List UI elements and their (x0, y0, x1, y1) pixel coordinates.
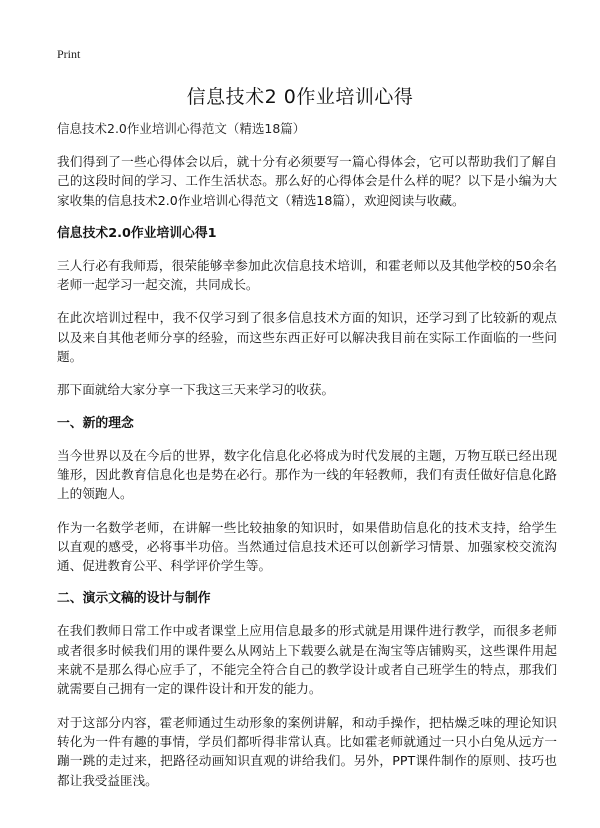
document-subtitle: 信息技术2.0作业培训心得范文（精选18篇） (57, 121, 306, 136)
body-paragraph: 作为一名数学老师，在讲解一些比较抽象的知识时，如果借助信息化的技术支持，给学生以直观的感受，必将事半功倍。当然通过信息技术还可以创新学习情景、加强家校交流沟通、促进教育公平、科学评价学生等。 (57, 519, 557, 574)
body-paragraph: 在此次培训过程中，我不仅学习到了很多信息技术方面的知识，还学习到了比较新的观点以及来自其他老师分享的经验，而这些东西正好可以解决我目前在实际工作面临的一些问题。 (57, 310, 557, 365)
body-paragraph: 在我们教师日常工作中或者课堂上应用信息最多的形式就是用课件进行教学，而很多老师或者很多时候我们用的课件要么从网站上下载要么就是在淘宝等店铺购买，这些课件用起来就不是那么得心应手了，不能完全符合自己的教学设计或者自己班学生的特点，那我们就需要自己拥有一定的课件设计和开发的能力。 (57, 623, 557, 697)
print-link[interactable]: Print (57, 47, 81, 61)
section-heading: 二、演示文稿的设计与制作 (57, 591, 211, 607)
body-paragraph: 三人行必有我师焉，很荣能够幸参加此次信息技术培训，和霍老师以及其他学校的50余名老师一起学习一起交流，共同成长。 (57, 257, 557, 293)
page-title: 信息技术2 0作业培训心得 (186, 86, 414, 108)
intro-paragraph: 我们得到了一些心得体会以后，就十分有必须要写一篇心得体会，它可以帮助我们了解自己的这段时间的学习、工作生活状态。那么好的心得体会是什么样的呢？以下是小编为大家收集的信息技术2.0作业培训心得范文（精选18篇），欢迎阅读与收藏。 (57, 154, 557, 208)
document-body (57, 119, 557, 804)
section-heading: 信息技术2.0作业培训心得1 (57, 225, 217, 241)
section-heading: 一、新的理念 (57, 415, 134, 431)
body-paragraph: 对于这部分内容，霍老师通过生动形象的案例讲解，和动手操作，把枯燥乏味的理论知识转化为一件有趣的事情，学员们都听得非常认真。比如霍老师就通过一只小白兔从远方一蹦一跳的走过来，把路径动画知识直观的讲给我们。另外，PPT课件制作的原则、技巧也都让我受益匪浅。 (57, 714, 557, 788)
body-paragraph: 当今世界以及在今后的世界，数字化信息化必将成为时代发展的主题，万物互联已经出现雏形，因此教育信息化也是势在必行。那作为一线的年轻教师，我们有责任做好信息化路上的领跑人。 (57, 447, 557, 502)
body-paragraph: 那下面就给大家分享一下我这三天来学习的收获。 (57, 382, 335, 398)
